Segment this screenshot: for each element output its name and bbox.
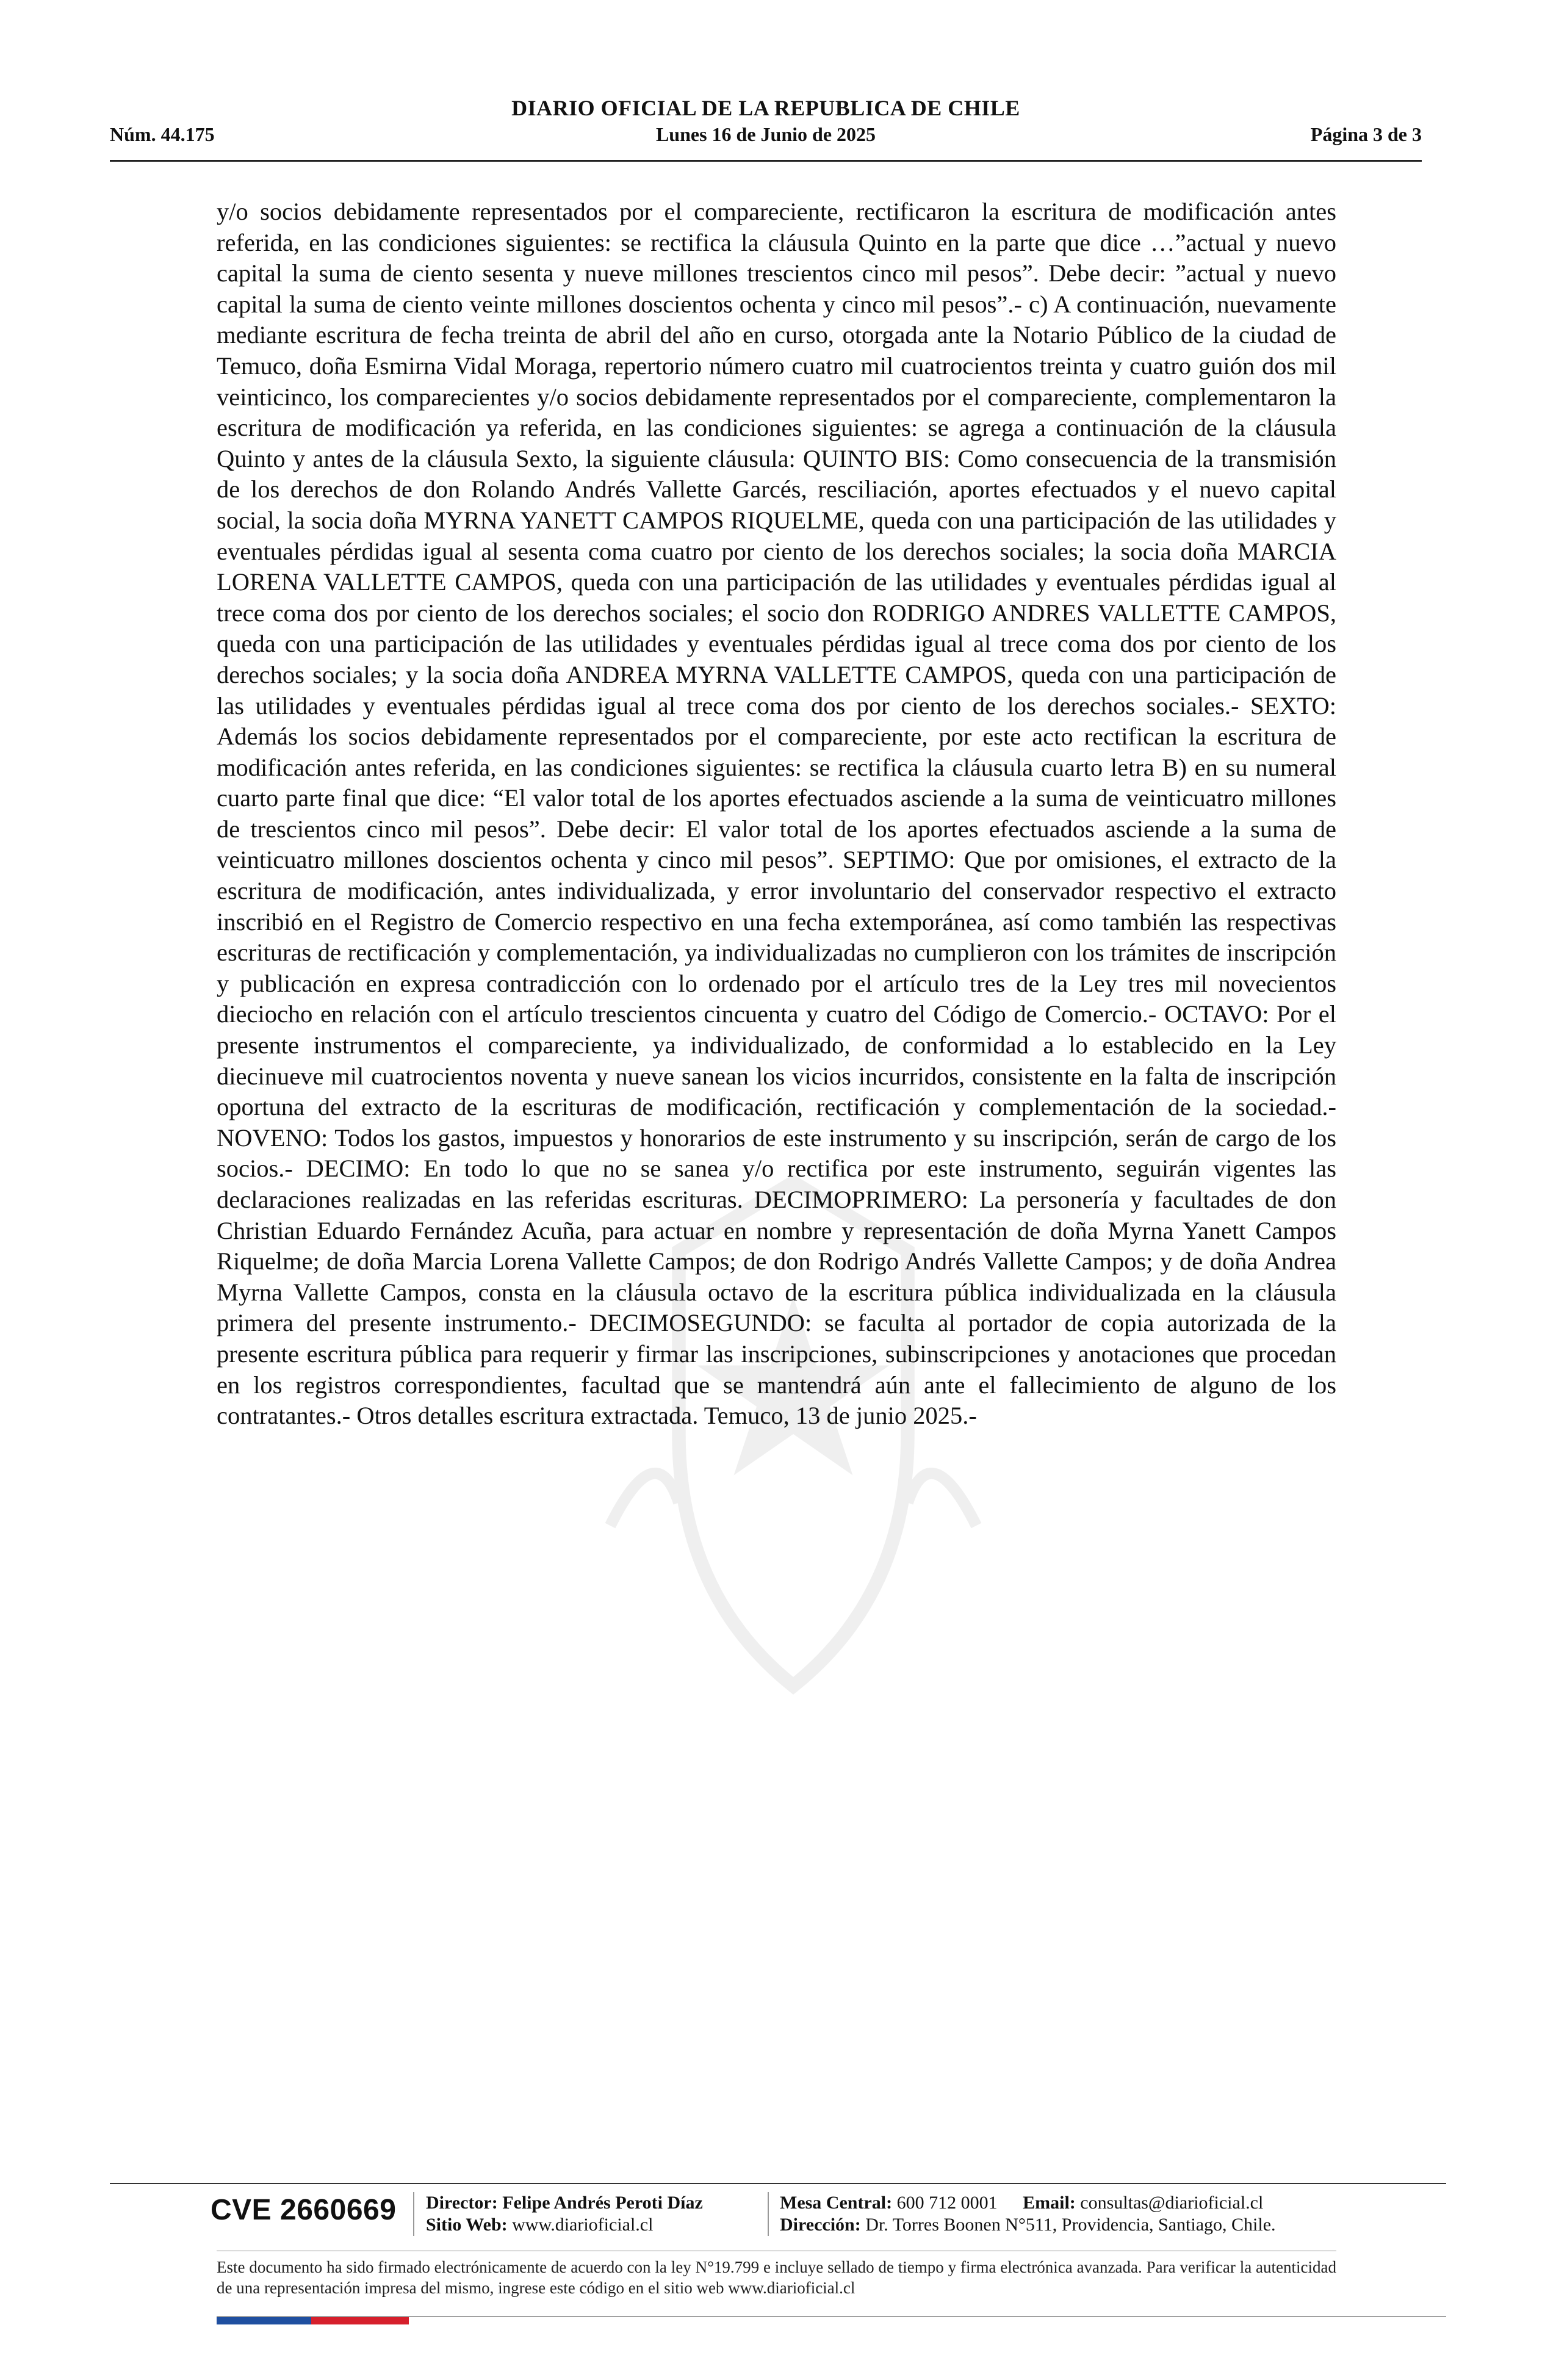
website-link[interactable]: www.diarioficial.cl — [512, 2215, 654, 2235]
issue-number: Núm. 44.175 — [110, 123, 215, 145]
cve-code: CVE 2660669 — [211, 2194, 397, 2226]
footer-divider-bottom — [217, 2316, 1446, 2317]
website-label: Sitio Web: — [426, 2215, 508, 2235]
issue-date: Lunes 16 de Junio de 2025 — [655, 123, 876, 145]
phone-number: 600 712 0001 — [896, 2193, 998, 2213]
flag-blue-segment — [217, 2317, 311, 2324]
page-header — [110, 92, 1422, 162]
footer-divider-top — [110, 2183, 1446, 2184]
publication-title: DIARIO OFICIAL DE LA REPUBLICA DE CHILE — [511, 96, 1020, 120]
email-label: Email: — [1023, 2193, 1076, 2213]
flag-color-bar — [217, 2317, 409, 2324]
page-indicator: Página 3 de 3 — [1310, 123, 1422, 145]
director-label: Director: — [426, 2193, 498, 2213]
footer-separator — [768, 2192, 769, 2236]
phone-label: Mesa Central: — [780, 2193, 893, 2213]
footer-separator — [413, 2192, 414, 2236]
signature-notice: Este documento ha sido firmado electrónicamente de acuerdo con la ley N°19.799 e incluye sellado de tiempo y firma electrónica avanzada. Para verificar la autenticidad de una representación impresa del mismo, ingrese este código en el sitio web www.diarioficial.cl — [217, 2258, 1336, 2297]
flag-red-segment — [311, 2317, 409, 2324]
director-name: Felipe Andrés Peroti Díaz — [502, 2193, 703, 2213]
footer-director-block — [426, 2192, 703, 2236]
address-text: Dr. Torres Boonen N°511, Providencia, Santiago, Chile. — [865, 2215, 1276, 2235]
extract-body-text: y/o socios debidamente representados por el compareciente, rectificaron la escritura de modificación antes referida, en las condiciones siguientes: se rectifica la cláusula Quinto en la parte que dice …”actual y nuevo capital la suma de ciento sesenta y nueve millones trescientos cinco mil pesos”. Debe decir: ”actual y nuevo capital la suma de ciento veinte millones doscientos ochenta y cinco mil pesos”.- c) A continuación, nuevamente mediante escritura de fecha treinta de abril del año en curso, otorgada ante la Notario Público de la ciudad de Temuco, doña Esmirna Vidal Moraga, repertorio número cuatro mil cuatrocientos treinta y cuatro guión dos mil veinticinco, los comparecientes y/o socios debidamente representados por el compareciente, complementaron la escritura de modificación ya referida, en las condiciones siguientes: se agrega a continuación de la cláusula Quinto y antes de la cláusula Sexto, la siguiente cláusula: QUINTO BIS: Como consecuencia de la transmisión de los derechos de don Rolando Andrés Vallette Garcés, resciliación, aportes efectuados y el nuevo capital social, la socia doña MYRNA YANETT CAMPOS RIQUELME, queda con una participación de las utilidades y eventuales pérdidas igual al sesenta coma cuatro por ciento de los derechos sociales; la socia doña MARCIA LORENA VALLETTE CAMPOS, queda con una participación de las utilidades y eventuales pérdidas igual al trece coma dos por ciento de los derechos sociales; el socio don RODRIGO ANDRES VALLETTE CAMPOS, queda con una participación de las utilidades y eventuales pérdidas igual al trece coma dos por ciento de los derechos sociales; y la socia doña ANDREA MYRNA VALLETTE CAMPOS, queda con una participación de las utilidades y eventuales pérdidas igual al trece coma dos por ciento de los derechos sociales.- SEXTO: Además los socios debidamente representados por el compareciente, por este acto rectifican la escritura de modificación antes referida, en las condiciones siguientes: se rectifica la cláusula cuarto letra B) en su numeral cuarto parte final que dice: “El valor total de los aportes efectuados asciende a la suma de veinticuatro millones de trescientos cinco mil pesos”. Debe decir: El valor total de los aportes efectuados asciende a la suma de veinticuatro millones doscientos ochenta y cinco mil pesos”. SEPTIMO: Que por omisiones, el extracto de la escritura de modificación, antes individualizada, y error involuntario del conservador respectivo el extracto inscribió en el Registro de Comercio respectivo en una fecha extemporánea, así como también las respectivas escrituras de rectificación y complementación, ya individualizadas no cumplieron con los trámites de inscripción y publicación en expresa contradicción con lo ordenado por el artículo tres de la Ley tres mil novecientos dieciocho en relación con el artículo trescientos cincuenta y cuatro del Código de Comercio.- OCTAVO: Por el presente instrumentos el compareciente, ya individualizado, de conformidad a lo establecido en la Ley diecinueve mil cuatrocientos noventa y nueve sanean los vicios incurridos, consistente en la falta de inscripción oportuna del extracto de la escrituras de modificación, rectificación y complementación de la sociedad.- NOVENO: Todos los gastos, impuestos y honorarios de este instrumento y su inscripción, serán de cargo de los socios.- DECIMO: En todo lo que no se sanea y/o rectifica por este instrumento, seguirán vigentes las declaraciones realizadas en las referidas escrituras. DECIMOPRIMERO: La personería y facultades de don Christian Eduardo Fernández Acuña, para actuar en nombre y representación de doña Myrna Yanett Campos Riquelme; de doña Marcia Lorena Vallette Campos; de don Rodrigo Andrés Vallette Campos; y de doña Andrea Myrna Vallette Campos, consta en la cláusula octavo de la escritura pública individualizada en la cláusula primera del presente instrumento.- DECIMOSEGUNDO: se faculta al portador de copia autorizada de la presente escritura pública para requerir y firmar las inscripciones, subinscripciones y anotaciones que procedan en los registros correspondientes, facultad que se mantendrá aún ante el fallecimiento de alguno de los contratantes.- Otros detalles escritura extractada. Temuco, 13 de junio 2025.- — [217, 198, 1336, 1430]
email-link[interactable]: consultas@diarioficial.cl — [1080, 2193, 1264, 2213]
address-label: Dirección: — [780, 2215, 861, 2235]
footer-contact-block — [780, 2192, 1276, 2236]
